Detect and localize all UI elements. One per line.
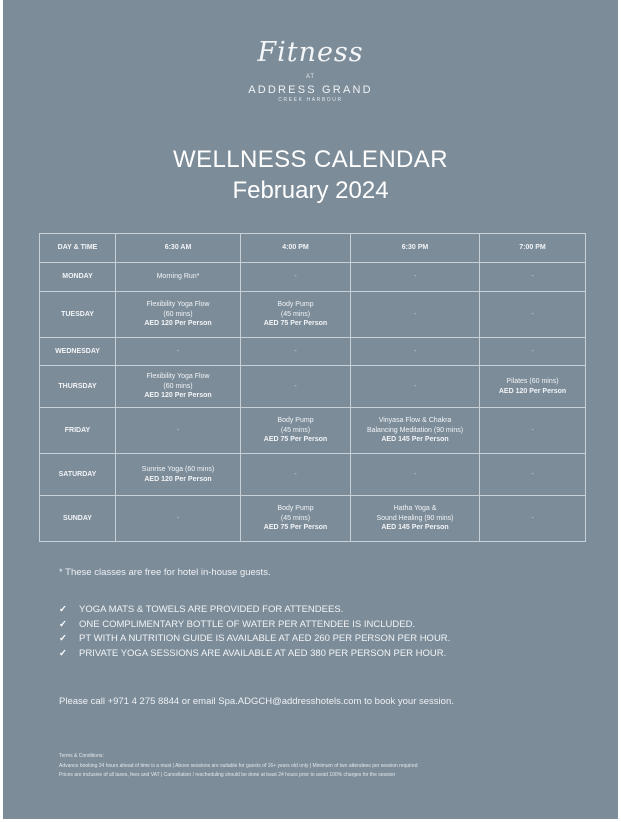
list-item: [59, 618, 450, 633]
class-price: AED 75 Per Person: [263, 436, 328, 444]
logo-script-text: Fitness: [257, 37, 364, 68]
empty-slot: -: [531, 310, 534, 318]
schedule-header-row: [40, 234, 586, 263]
class-name: Hatha Yoga &: [393, 505, 437, 513]
class-cell: [351, 408, 480, 454]
class-name: Pilates (60 mins): [506, 378, 559, 385]
class-cell: [480, 292, 586, 338]
class-cell: [116, 454, 241, 496]
table-row: [40, 263, 586, 292]
class-duration: Sound Healing (90 mins): [376, 514, 454, 522]
checkmark-icon: ✓: [59, 647, 67, 659]
class-cell: [241, 338, 351, 366]
free-classes-note: * These classes are free for hotel in-house guests.: [59, 567, 271, 578]
empty-slot: -: [294, 347, 297, 355]
empty-slot: -: [176, 426, 180, 434]
terms-heading: Terms & Conditions:: [59, 753, 104, 759]
list-item: [59, 603, 450, 618]
class-price: AED 120 Per Person: [144, 392, 212, 400]
class-price: AED 120 Per Person: [144, 320, 212, 328]
header-time-slot: 7:00 PM: [480, 234, 586, 263]
terms-and-conditions: [59, 752, 579, 781]
class-cell: [241, 263, 351, 292]
class-duration: (60 mins): [163, 310, 193, 318]
class-cell: [116, 263, 241, 292]
empty-slot: -: [531, 347, 534, 355]
class-cell: [116, 338, 241, 366]
class-price: AED 75 Per Person: [263, 524, 328, 532]
checkmark-icon: ✓: [59, 633, 67, 644]
table-row: [40, 496, 586, 542]
class-cell: [116, 366, 241, 408]
empty-slot: -: [531, 426, 534, 434]
page-subtitle: February 2024: [232, 177, 389, 204]
day-cell: TUESDAY: [40, 292, 116, 338]
class-duration: (45 mins): [280, 514, 311, 522]
class-name: Body Pump: [277, 417, 314, 425]
class-cell: [351, 496, 480, 542]
perk-text: PT WITH A NUTRITION GUIDE IS AVAILABLE AT AED 260 PER PERSON PER HOUR.: [79, 633, 451, 644]
class-cell: [480, 366, 586, 408]
day-cell: SATURDAY: [40, 454, 116, 496]
empty-slot: -: [176, 347, 180, 355]
empty-slot: -: [413, 273, 417, 281]
day-cell: WEDNESDAY: [40, 338, 116, 366]
checkmark-icon: ✓: [59, 618, 67, 630]
empty-slot: -: [531, 514, 534, 522]
perk-text: YOGA MATS & TOWELS ARE PROVIDED FOR ATTENDEES.: [79, 604, 344, 615]
header-day-time: DAY & TIME: [40, 234, 116, 263]
class-cell: [480, 496, 586, 542]
empty-slot: -: [413, 470, 417, 478]
class-name: Body Pump: [277, 505, 314, 513]
class-cell: [241, 292, 351, 338]
list-item: [59, 647, 450, 662]
empty-slot: -: [413, 382, 417, 390]
page-title: WELLNESS CALENDAR: [173, 146, 448, 173]
class-price: AED 120 Per Person: [144, 475, 212, 483]
empty-slot: -: [413, 347, 417, 355]
class-name: Morning Run*: [156, 273, 200, 281]
checkmark-icon: ✓: [59, 604, 67, 615]
class-cell: [241, 408, 351, 454]
class-cell: [480, 408, 586, 454]
class-price: AED 145 Per Person: [381, 436, 449, 444]
header-time-slot: 4:00 PM: [241, 234, 351, 263]
class-price: AED 145 Per Person: [381, 524, 449, 532]
class-name: Body Pump: [277, 301, 314, 309]
class-cell: [116, 408, 241, 454]
table-row: [40, 408, 586, 454]
class-price: AED 120 Per Person: [498, 387, 567, 395]
class-cell: [480, 263, 586, 292]
logo-sub-text: CREEK HARBOUR: [278, 97, 343, 103]
terms-line: Prices are inclusive of all taxes, fees and VAT | Cancellation / rescheduling should be done at least 24 hours prior to avoid 100% charges for the session: [59, 772, 396, 778]
logo-brand-text: ADDRESS GRAND: [248, 84, 373, 96]
schedule-table: [39, 233, 586, 542]
booking-contact: Please call +971 4 275 8844 or email Spa.ADGCH@addresshotels.com to book your session.: [59, 696, 454, 707]
table-row: [40, 454, 586, 496]
class-name: Flexibility Yoga Flow: [146, 301, 210, 309]
perk-text: ONE COMPLIMENTARY BOTTLE OF WATER PER ATTENDEE IS INCLUDED.: [79, 618, 416, 630]
class-cell: [351, 338, 480, 366]
header-time-slot: 6:30 PM: [351, 234, 480, 263]
class-duration: (45 mins): [280, 310, 311, 318]
terms-line: Advance booking 24 hours ahead of time is a must | Above sessions are suitable for guests of 16+ years old only | Minimum of two attendees per session required: [59, 762, 418, 769]
empty-slot: -: [294, 470, 297, 478]
table-row: [40, 292, 586, 338]
perk-text: PRIVATE YOGA SESSIONS ARE AVAILABLE AT AED 380 PER PERSON PER HOUR.: [79, 647, 447, 659]
class-name: Vinyasa Flow & Chakra: [378, 417, 452, 425]
class-cell: [241, 366, 351, 408]
day-cell: THURSDAY: [40, 366, 116, 408]
class-duration: (45 mins): [280, 426, 311, 434]
day-cell: FRIDAY: [40, 408, 116, 454]
perks-list: [59, 603, 450, 661]
class-cell: [241, 496, 351, 542]
header-time-slot: 6:30 AM: [116, 234, 241, 263]
class-duration: (60 mins): [163, 382, 193, 390]
empty-slot: -: [176, 514, 180, 522]
logo-at-text: AT: [305, 74, 316, 80]
class-name: Flexibility Yoga Flow: [146, 373, 210, 381]
class-cell: [351, 454, 480, 496]
class-cell: [116, 496, 241, 542]
class-price: AED 75 Per Person: [263, 320, 328, 328]
fitness-logo: [3, 38, 618, 103]
empty-slot: -: [531, 273, 534, 281]
day-cell: SUNDAY: [40, 496, 116, 542]
empty-slot: -: [413, 310, 417, 318]
list-item: [59, 632, 450, 647]
wellness-calendar-page: [3, 0, 618, 819]
class-cell: [116, 292, 241, 338]
table-row: [40, 366, 586, 408]
class-cell: [351, 263, 480, 292]
class-cell: [480, 454, 586, 496]
empty-slot: -: [294, 273, 297, 281]
class-cell: [351, 366, 480, 408]
class-cell: [480, 338, 586, 366]
class-duration: Balancing Meditation (90 mins): [366, 426, 464, 434]
class-name: Sunrise Yoga (60 mins): [141, 466, 215, 473]
day-cell: MONDAY: [40, 263, 116, 292]
class-cell: [351, 292, 480, 338]
empty-slot: -: [294, 382, 297, 390]
class-cell: [241, 454, 351, 496]
empty-slot: -: [531, 470, 534, 478]
table-row: [40, 338, 586, 366]
